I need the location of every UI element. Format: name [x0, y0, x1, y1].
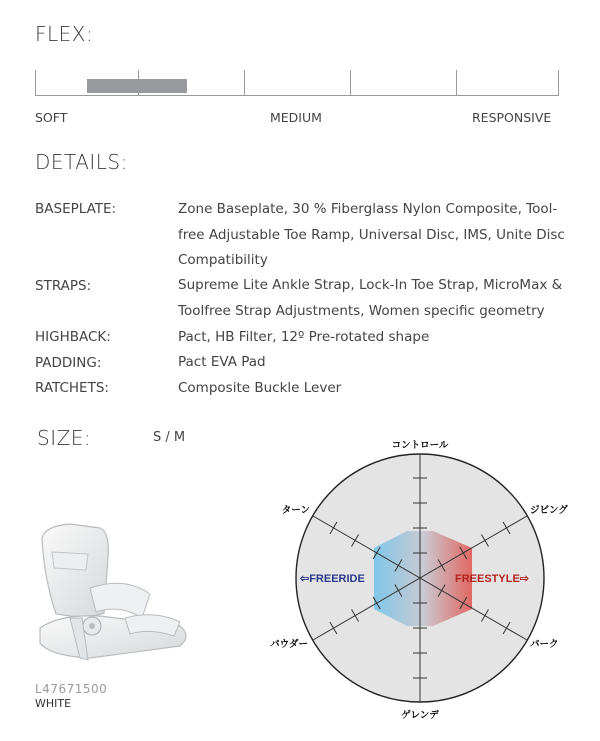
axis-label-slope: ゲレンデ [401, 710, 439, 721]
axis-label-powder: パウダー [270, 639, 308, 650]
axis-label-jibbing: ジビング [530, 505, 568, 516]
flex-scale [35, 70, 559, 96]
product-color: WHITE [35, 697, 72, 710]
flex-level-bar [87, 79, 187, 93]
axis-label-park: パーク [530, 639, 559, 650]
detail-value-baseplate: Zone Baseplate, 30 % Fiberglass Nylon Composite, Tool-free Adjustable Toe Ramp, Universal Disc, IMS, Unite Disc Compatibility [178, 201, 565, 268]
binding-image [30, 518, 195, 678]
flex-label-responsive: RESPONSIVE [472, 110, 552, 125]
detail-label-baseplate: BASEPLATE: [35, 201, 117, 217]
details-heading: DETAILS: [35, 150, 128, 174]
detail-label-highback: HIGHBACK: [35, 329, 111, 345]
detail-value-straps: Supreme Lite Ankle Strap, Lock-In Toe Strap, MicroMax & Toolfree Strap Adjustments, Women specific geometry [178, 277, 563, 319]
detail-value-padding: Pact EVA Pad [178, 354, 266, 370]
flex-label-medium: MEDIUM [270, 110, 322, 125]
product-code: L47671500 [35, 682, 108, 696]
detail-value-ratchets: Composite Buckle Lever [178, 380, 342, 396]
detail-value-highback: Pact, HB Filter, 12º Pre-rotated shape [178, 329, 430, 345]
freestyle-label: FREESTYLE⇨ [455, 573, 530, 585]
freeride-label: ⇦FREERIDE [300, 573, 365, 585]
axis-label-control: コントロール [391, 440, 449, 451]
size-heading: SIZE: [37, 426, 92, 450]
flex-heading: FLEX: [35, 22, 94, 46]
flex-label-soft: SOFT [35, 110, 68, 125]
detail-label-ratchets: RATCHETS: [35, 380, 109, 396]
detail-label-straps: STRAPS: [35, 278, 92, 294]
size-value: S / M [153, 430, 186, 445]
riding-style-radar [262, 436, 592, 736]
axis-label-turn: ターン [281, 505, 310, 516]
detail-label-padding: PADDING: [35, 355, 102, 371]
